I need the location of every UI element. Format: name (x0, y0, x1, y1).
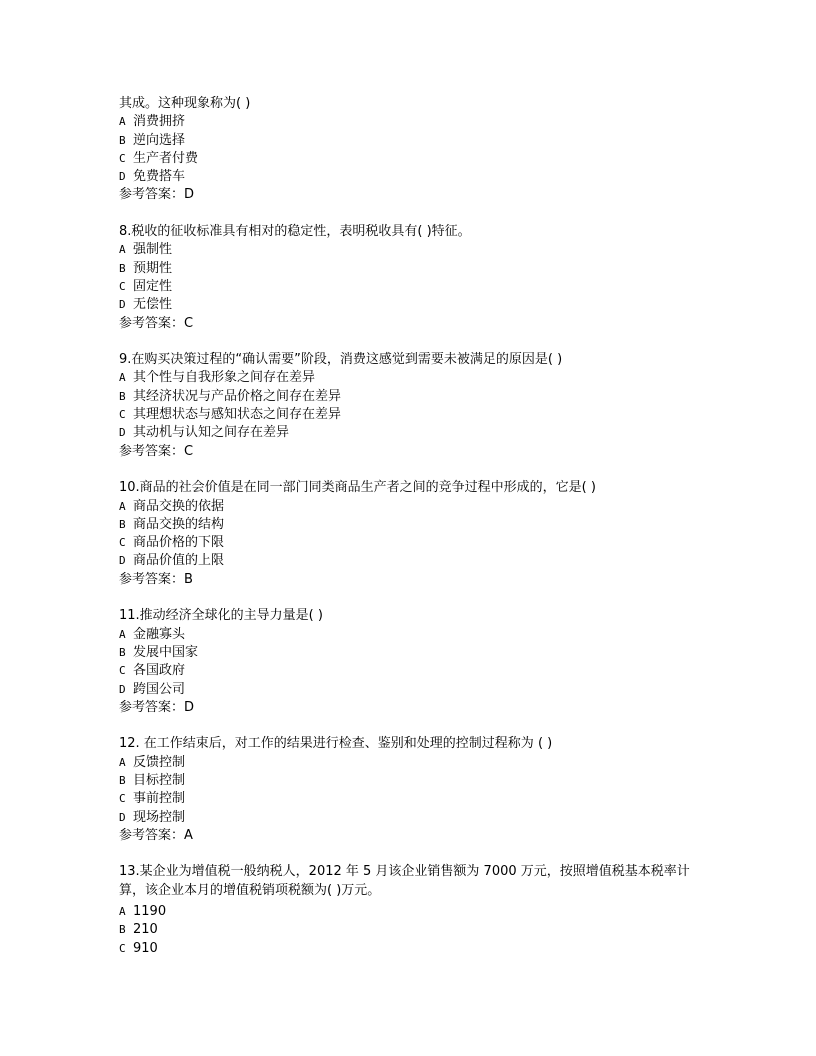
answer-option (119, 809, 719, 827)
answer-option (119, 552, 719, 570)
answer-option (119, 534, 719, 552)
answer-option (119, 113, 719, 131)
reference-answer: 参考答案：D (119, 699, 195, 715)
option-letter: A (119, 499, 126, 513)
option-letter: D (119, 810, 126, 824)
option-text: 其经济状况与产品价格之间存在差异 (133, 388, 342, 404)
option-letter: B (119, 261, 126, 275)
question-stem: 12. 在工作结束后，对工作的结果进行检查、鉴别和处理的控制过程称为 ( ) (119, 736, 553, 752)
option-text: 其个性与自我形象之间存在差异 (133, 370, 316, 386)
reference-answer: 参考答案：B (119, 571, 193, 587)
reference-answer: 参考答案：C (119, 443, 194, 459)
option-letter: C (119, 151, 126, 165)
option-letter: D (119, 682, 126, 696)
option-text: 免费搭车 (133, 169, 186, 185)
option-letter: B (119, 133, 126, 147)
reference-answer: 参考答案：D (119, 187, 195, 203)
option-letter: C (119, 664, 126, 678)
question-block (119, 223, 719, 333)
option-text: 事前控制 (133, 791, 186, 807)
option-letter: C (119, 408, 126, 422)
answer-option (119, 406, 719, 424)
option-letter: A (119, 627, 126, 641)
option-letter: B (119, 645, 126, 659)
answer-option (119, 278, 719, 296)
option-letter: D (119, 426, 126, 440)
answer-option (119, 681, 719, 699)
option-text: 商品价值的上限 (133, 553, 225, 569)
option-text: 金融寡头 (133, 626, 186, 642)
option-text: 固定性 (133, 278, 173, 294)
option-text: 预期性 (133, 260, 173, 276)
option-text: 强制性 (133, 242, 173, 258)
question-stem: 13.某企业为增值税一般纳税人，2012 年 5 月该企业销售额为 7000 万元，按照增值税基本税率计算，该企业本月的增值税销项税额为( )万元。 (119, 864, 690, 898)
answer-option (119, 903, 719, 921)
document-page (119, 95, 719, 976)
option-text: 210 (133, 922, 158, 938)
option-text: 跨国公司 (133, 681, 186, 697)
question-stem: 10.商品的社会价值是在同一部门同类商品生产者之间的竞争过程中形成的，它是( ) (119, 480, 596, 496)
option-text: 商品交换的结构 (133, 516, 225, 532)
option-letter: B (119, 773, 126, 787)
option-text: 其动机与认知之间存在差异 (133, 425, 290, 441)
answer-option (119, 168, 719, 186)
answer-option (119, 662, 719, 680)
option-letter: A (119, 371, 126, 385)
answer-option (119, 424, 719, 442)
option-text: 消费拥挤 (133, 114, 186, 130)
answer-option (119, 921, 719, 939)
answer-option (119, 388, 719, 406)
answer-option (119, 369, 719, 387)
option-letter: B (119, 923, 126, 937)
answer-option (119, 644, 719, 662)
question-block (119, 351, 719, 461)
option-text: 生产者付费 (133, 150, 199, 166)
option-letter: C (119, 279, 126, 293)
reference-answer: 参考答案：C (119, 315, 194, 331)
question-block (119, 95, 719, 205)
option-letter: D (119, 554, 126, 568)
answer-option (119, 754, 719, 772)
option-letter: C (119, 536, 126, 550)
question-stem: 其成。这种现象称为( ) (119, 96, 251, 111)
option-text: 发展中国家 (133, 644, 199, 660)
question-stem: 11.推动经济全球化的主导力量是( ) (119, 608, 323, 624)
option-letter: A (119, 755, 126, 769)
option-letter: A (119, 243, 126, 257)
answer-option (119, 626, 719, 644)
option-letter: A (119, 905, 126, 919)
option-letter: C (119, 792, 126, 806)
answer-option (119, 790, 719, 808)
option-letter: D (119, 298, 126, 312)
option-text: 商品交换的依据 (133, 498, 225, 514)
reference-answer: 参考答案：A (119, 827, 193, 843)
answer-option (119, 296, 719, 314)
question-block (119, 607, 719, 717)
answer-option (119, 772, 719, 790)
answer-option (119, 940, 719, 958)
option-text: 无偿性 (133, 297, 173, 313)
option-text: 商品价格的下限 (133, 535, 225, 551)
option-text: 现场控制 (133, 809, 186, 825)
option-letter: B (119, 517, 126, 531)
answer-option (119, 260, 719, 278)
question-block (119, 735, 719, 845)
question-block (119, 863, 719, 957)
question-stem: 9.在购买决策过程的“确认需要”阶段，消费这感觉到需要未被满足的原因是( ) (119, 352, 563, 368)
answer-option (119, 241, 719, 259)
option-text: 910 (133, 940, 158, 956)
answer-option (119, 132, 719, 150)
question-stem: 8.税收的征收标准具有相对的稳定性，表明税收具有( )特征。 (119, 224, 471, 240)
answer-option (119, 498, 719, 516)
option-letter: B (119, 389, 126, 403)
option-text: 反馈控制 (133, 754, 186, 770)
option-letter: A (119, 115, 126, 129)
option-letter: D (119, 170, 126, 184)
question-block (119, 479, 719, 589)
answer-option (119, 516, 719, 534)
answer-option (119, 150, 719, 168)
option-text: 各国政府 (133, 663, 186, 679)
option-text: 逆向选择 (133, 132, 186, 148)
option-letter: C (119, 941, 126, 955)
option-text: 1190 (133, 904, 167, 920)
option-text: 目标控制 (133, 772, 186, 788)
option-text: 其理想状态与感知状态之间存在差异 (133, 407, 342, 423)
